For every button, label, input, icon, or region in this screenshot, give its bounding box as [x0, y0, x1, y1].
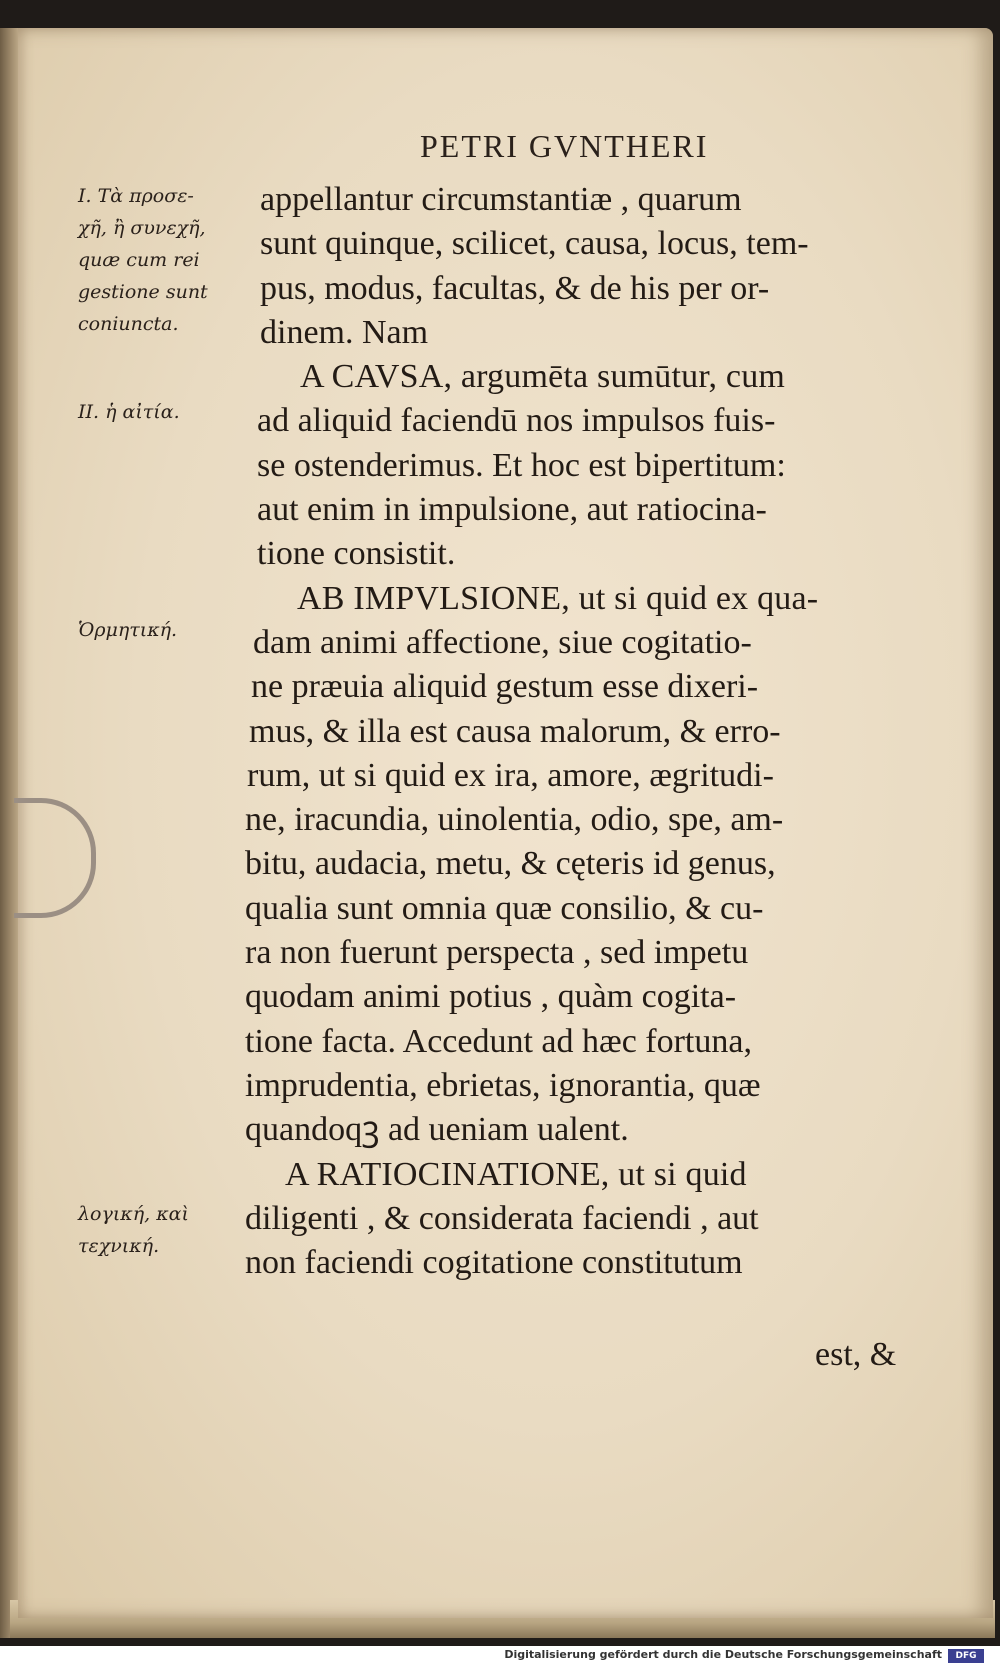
text-line: qualia sunt omnia quæ consilio, & cu-	[245, 889, 764, 927]
marginal-note	[78, 614, 263, 646]
text-line: imprudentia, ebrietas, ignorantia, quæ	[245, 1066, 761, 1104]
text-line: tione facta. Accedunt ad hæc fortuna,	[245, 1022, 752, 1060]
text-line: rum, ut si quid ex ira, amore, ægritudi-	[247, 756, 774, 794]
main-text	[245, 178, 935, 1285]
catchword: est, &	[815, 1336, 897, 1373]
marginal-note-line: gestione sunt	[78, 281, 208, 303]
marginal-note	[78, 180, 263, 340]
text-line: ne, iracundia, uinolentia, odio, spe, am-	[245, 801, 784, 839]
marginal-note-line: II. ἡ αἰτία.	[78, 401, 180, 423]
dfg-logo: DFG	[948, 1649, 984, 1663]
marginal-note	[78, 396, 263, 428]
text-line: ad aliquid faciendū nos impulsos fuis-	[257, 402, 776, 440]
marginal-note-line: Ὁρμητική.	[78, 619, 178, 641]
text-line: se ostenderimus. Et hoc est bipertitum:	[257, 446, 786, 484]
text-line: diligenti , & considerata faciendi , aut	[245, 1199, 759, 1237]
marginal-note-line: coniuncta.	[78, 313, 179, 335]
marginal-note-line: λογική, καὶ	[78, 1203, 189, 1225]
text-line: A RATIOCINATIONE, ut si quid	[285, 1155, 747, 1193]
text-line: pus, modus, facultas, & de his per or-	[260, 269, 770, 307]
text-line: ne præuia aliquid gestum esse dixeri-	[251, 668, 759, 706]
running-head: PETRI GVNTHERI	[420, 128, 709, 164]
text-line: appellantur circumstantiæ , quarum	[260, 181, 742, 218]
marginal-note-line: I. Τὰ προσε-	[78, 185, 194, 207]
text-line: A CAVSA, argumēta sumūtur, cum	[300, 358, 786, 396]
marginal-note	[78, 1198, 263, 1262]
text-line: sunt quinque, scilicet, causa, locus, tem-	[260, 225, 809, 263]
text-line: tione consistit.	[257, 535, 456, 573]
text-line: quandoqꝫ ad ueniam ualent.	[245, 1111, 629, 1149]
text-line: aut enim in impulsione, aut ratiocina-	[257, 491, 767, 529]
text-line: AB IMPVLSIONE, ut si quid ex qua-	[297, 579, 819, 617]
text-line: dam animi affectione, siue cogitatio-	[253, 623, 752, 661]
marginal-note-line: χῆ, ἢ συνεχῆ,	[78, 217, 206, 239]
marginal-note-line: quæ cum rei	[78, 249, 200, 271]
text-line: quodam animi potius , quàm cogita-	[245, 978, 737, 1016]
marginal-note-line: τεχνική.	[78, 1235, 160, 1257]
text-line: non faciendi cogitatione constitutum	[245, 1244, 743, 1282]
text-line: mus, & illa est causa malorum, & erro-	[249, 712, 781, 750]
page-clip-icon	[14, 798, 96, 918]
funding-credit: Digitalisierung gefördert durch die Deutsche Forschungsgemeinschaft	[504, 1648, 942, 1661]
text-line: bitu, audacia, metu, & cęteris id genus,	[245, 845, 776, 883]
text-line: ra non fuerunt perspecta , sed impetu	[245, 934, 749, 972]
text-line: dinem. Nam	[260, 313, 429, 351]
